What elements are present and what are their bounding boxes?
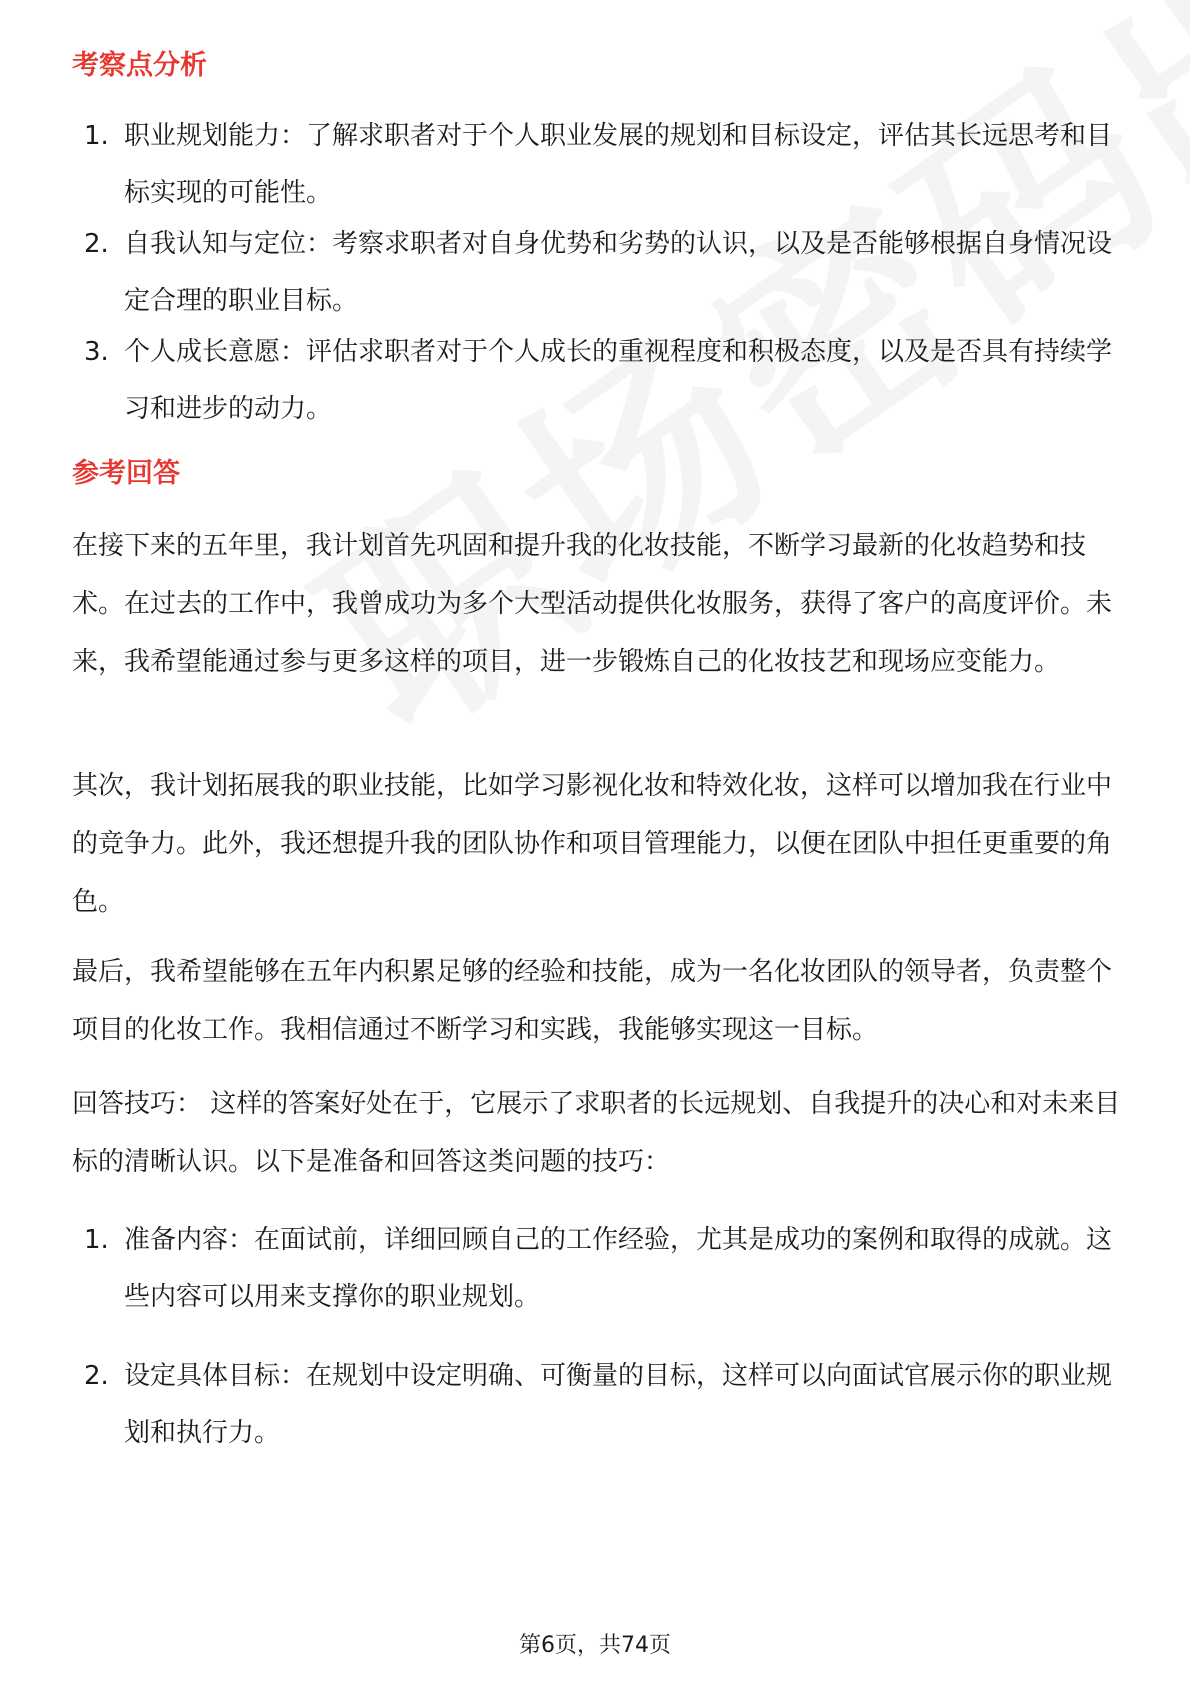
list-text: 个人成长意愿：评估求职者对于个人成长的重视程度和积极态度，以及是否具有持续学习和进步的动力。 <box>124 337 1113 424</box>
tips-intro-paragraph: 回答技巧： 这样的答案好处在于，它展示了求职者的长远规划、自我提升的决心和对未来目标的清晰认识。以下是准备和回答这类问题的技巧： <box>72 1089 1121 1177</box>
list-text: 自我认知与定位：考察求职者对自身优势和劣势的认识，以及是否能够根据自身情况设定合理的职业目标。 <box>124 229 1113 316</box>
page-number-footer: 第6页，共74页 <box>519 1633 671 1658</box>
answer-paragraph-1: 在接下来的五年里，我计划首先巩固和提升我的化妆技能，不断学习最新的化妆趋势和技术。在过去的工作中，我曾成功为多个大型活动提供化妆服务，获得了客户的高度评价。未来，我希望能通过参与更多这样的项目，进一步锻炼自己的化妆技艺和现场应变能力。 <box>72 531 1113 677</box>
answer-paragraph-3: 最后，我希望能够在五年内积累足够的经验和技能，成为一名化妆团队的领导者，负责整个项目的化妆工作。我相信通过不断学习和实践，我能够实现这一目标。 <box>72 957 1113 1045</box>
list-text: 设定具体目标：在规划中设定明确、可衡量的目标，这样可以向面试官展示你的职业规划和执行力。 <box>124 1361 1113 1448</box>
answer-heading: 参考回答 <box>72 458 180 489</box>
tips-item-2 <box>84 1348 1124 1462</box>
tips-item-1 <box>84 1212 1124 1326</box>
list-number: 2. <box>84 1361 109 1391</box>
analysis-item-1 <box>84 108 1124 222</box>
list-text: 准备内容：在面试前，详细回顾自己的工作经验，尤其是成功的案例和取得的成就。这些内容可以用来支撑你的职业规划。 <box>124 1225 1113 1312</box>
analysis-item-2 <box>84 216 1124 330</box>
answer-paragraph-2: 其次，我计划拓展我的职业技能，比如学习影视化妆和特效化妆，这样可以增加我在行业中的竞争力。此外，我还想提升我的团队协作和项目管理能力，以便在团队中担任更重要的角色。 <box>72 771 1113 917</box>
list-number: 3. <box>84 337 109 367</box>
analysis-item-3 <box>84 324 1124 438</box>
list-number: 1. <box>84 121 109 151</box>
list-text: 职业规划能力：了解求职者对于个人职业发展的规划和目标设定，评估其长远思考和目标实现的可能性。 <box>124 121 1113 208</box>
list-number: 2. <box>84 229 109 259</box>
list-number: 1. <box>84 1225 109 1255</box>
analysis-heading: 考察点分析 <box>72 50 207 81</box>
